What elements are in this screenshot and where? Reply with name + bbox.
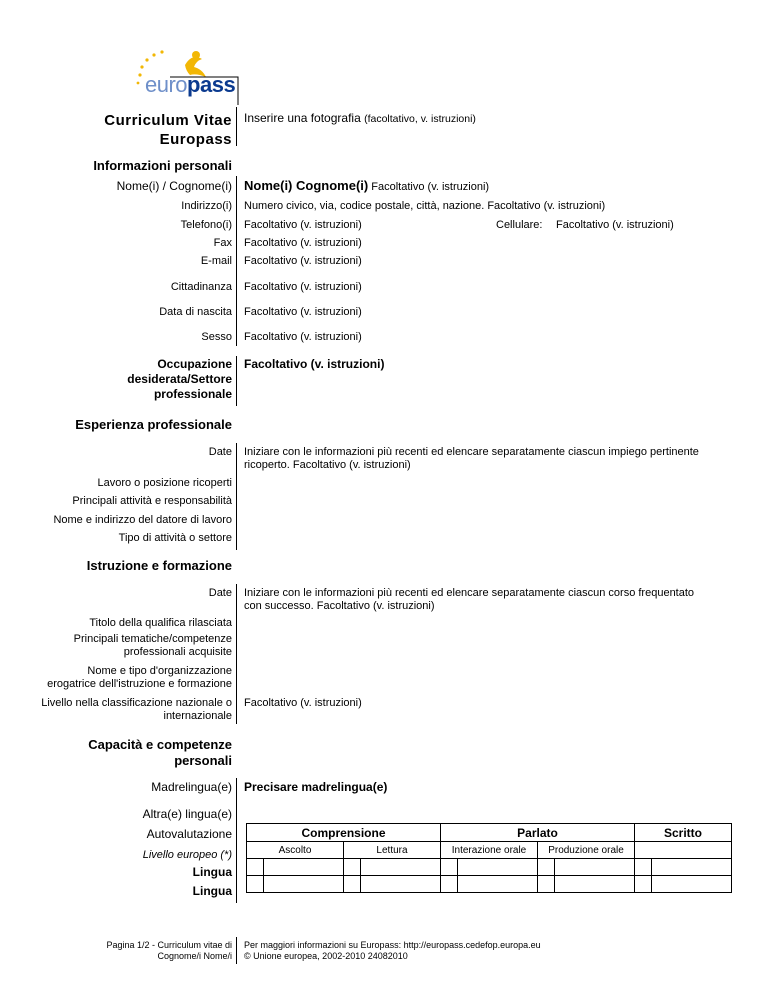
description-cell[interactable] — [264, 859, 344, 876]
level-cell[interactable] — [247, 859, 264, 876]
gender-value: Facoltativo (v. istruzioni) — [244, 331, 362, 343]
language-2-label: Lingua — [192, 884, 232, 898]
level-cell[interactable] — [247, 876, 264, 893]
employer-label: Nome e indirizzo del datore di lavoro — [53, 514, 232, 526]
nationality-value: Facoltativo (v. istruzioni) — [244, 281, 362, 293]
column-divider — [236, 584, 237, 724]
section-personal-skills: Capacità e competenze personali — [88, 737, 232, 768]
level-cell[interactable] — [344, 876, 361, 893]
desired-occupation-value: Facoltativo (v. istruzioni) — [244, 357, 385, 371]
activities-label: Principali attività e responsabilità — [72, 495, 232, 507]
sector-label: Tipo di attività o settore — [118, 532, 232, 544]
europass-logo — [130, 45, 240, 105]
level-cell[interactable] — [441, 876, 458, 893]
photo-instruction: Inserire una fotografia (facoltativo, v. istruzioni) — [244, 111, 476, 125]
description-cell[interactable] — [652, 876, 732, 893]
level-cell[interactable] — [538, 876, 555, 893]
language-1-label: Lingua — [192, 865, 232, 879]
column-divider — [236, 356, 237, 406]
europass-wordmark: europass — [145, 72, 236, 97]
level-cell[interactable] — [635, 859, 652, 876]
section-personal-info: Informazioni personali — [93, 158, 232, 173]
table-row — [247, 859, 732, 876]
table-header-row — [247, 824, 732, 842]
classification-level-value: Facoltativo (v. istruzioni) — [244, 697, 362, 709]
phone-value: Facoltativo (v. istruzioni) — [244, 219, 362, 231]
position-label: Lavoro o posizione ricoperti — [97, 477, 232, 489]
organisation-label: Nome e tipo d'organizzazione erogatrice dell'istruzione e formazione — [47, 665, 232, 690]
footer-page-info: Pagina 1/2 - Curriculum vitae di Cognome/i Nome/i — [106, 940, 232, 961]
work-date-label: Date — [208, 446, 232, 458]
self-assessment-label: Autovalutazione — [146, 827, 232, 841]
listening-header: Ascolto — [247, 842, 344, 859]
speaking-header: Parlato — [441, 824, 635, 842]
level-cell[interactable] — [441, 859, 458, 876]
language-self-assessment-table — [246, 823, 732, 893]
birth-date-label: Data di nascita — [159, 306, 232, 318]
fax-label: Fax — [213, 237, 232, 249]
cv-title: Curriculum Vitae Europass — [104, 112, 232, 148]
description-cell[interactable] — [458, 859, 538, 876]
comprehension-header: Comprensione — [247, 824, 441, 842]
fax-value: Facoltativo (v. istruzioni) — [244, 237, 362, 249]
education-date-value: Iniziare con le informazioni più recenti ed elencare separatamente ciascun corso frequentato con successo. Facoltativo (v. istruzioni) — [244, 587, 695, 612]
european-level-label: Livello europeo (*) — [142, 849, 232, 861]
production-header: Produzione orale — [538, 842, 635, 859]
description-cell[interactable] — [361, 876, 441, 893]
description-cell[interactable] — [458, 876, 538, 893]
level-cell[interactable] — [538, 859, 555, 876]
description-cell[interactable] — [555, 859, 635, 876]
description-cell[interactable] — [555, 876, 635, 893]
level-cell[interactable] — [635, 876, 652, 893]
column-divider — [236, 107, 237, 146]
desired-occupation-label: Occupazione desiderata/Settore professionale — [127, 357, 232, 401]
birth-date-value: Facoltativo (v. istruzioni) — [244, 306, 362, 318]
address-label: Indirizzo(i) — [181, 200, 232, 212]
column-divider — [236, 443, 237, 550]
table-subheader-row — [247, 842, 732, 859]
description-cell[interactable] — [361, 859, 441, 876]
mobile-value: Facoltativo (v. istruzioni) — [556, 219, 674, 231]
mother-tongue-label: Madrelingua(e) — [151, 780, 232, 794]
column-divider — [236, 176, 237, 346]
name-label: Nome(i) / Cognome(i) — [116, 179, 232, 193]
email-value: Facoltativo (v. istruzioni) — [244, 255, 362, 267]
education-date-label: Date — [208, 587, 232, 599]
mother-tongue-value: Precisare madrelingua(e) — [244, 780, 388, 794]
name-value: Nome(i) Cognome(i) Facoltativo (v. istruzioni) — [244, 178, 490, 193]
interaction-header: Interazione orale — [441, 842, 538, 859]
writing-subheader — [635, 842, 732, 859]
level-cell[interactable] — [344, 859, 361, 876]
section-work-experience: Esperienza professionale — [75, 417, 232, 432]
email-label: E-mail — [200, 255, 232, 267]
reading-header: Lettura — [344, 842, 441, 859]
footer-info: Per maggiori informazioni su Europass: http://europass.cedefop.europa.eu © Unione europea, 2002-2010 24082010 — [244, 940, 541, 961]
gender-label: Sesso — [201, 331, 232, 343]
phone-label: Telefono(i) — [180, 219, 232, 231]
section-education: Istruzione e formazione — [86, 558, 232, 573]
address-value: Numero civico, via, codice postale, città, nazione. Facoltativo (v. istruzioni) — [244, 200, 606, 212]
qualification-label: Titolo della qualifica rilasciata — [89, 617, 232, 629]
column-divider — [236, 937, 237, 964]
mobile-label: Cellulare: — [496, 219, 543, 231]
classification-level-label: Livello nella classificazione nazionale o internazionale — [41, 697, 232, 722]
writing-header: Scritto — [635, 824, 732, 842]
skills-acquired-label: Principali tematiche/competenze professionali acquisite — [73, 633, 232, 658]
nationality-label: Cittadinanza — [170, 281, 232, 293]
column-divider — [236, 778, 237, 903]
other-languages-label: Altra(e) lingua(e) — [142, 807, 232, 821]
work-date-value: Iniziare con le informazioni più recenti ed elencare separatamente ciascun impiego pertinente ricoperto. Facoltativo (v. istruzioni) — [244, 446, 699, 471]
table-row — [247, 876, 732, 893]
description-cell[interactable] — [264, 876, 344, 893]
description-cell[interactable] — [652, 859, 732, 876]
